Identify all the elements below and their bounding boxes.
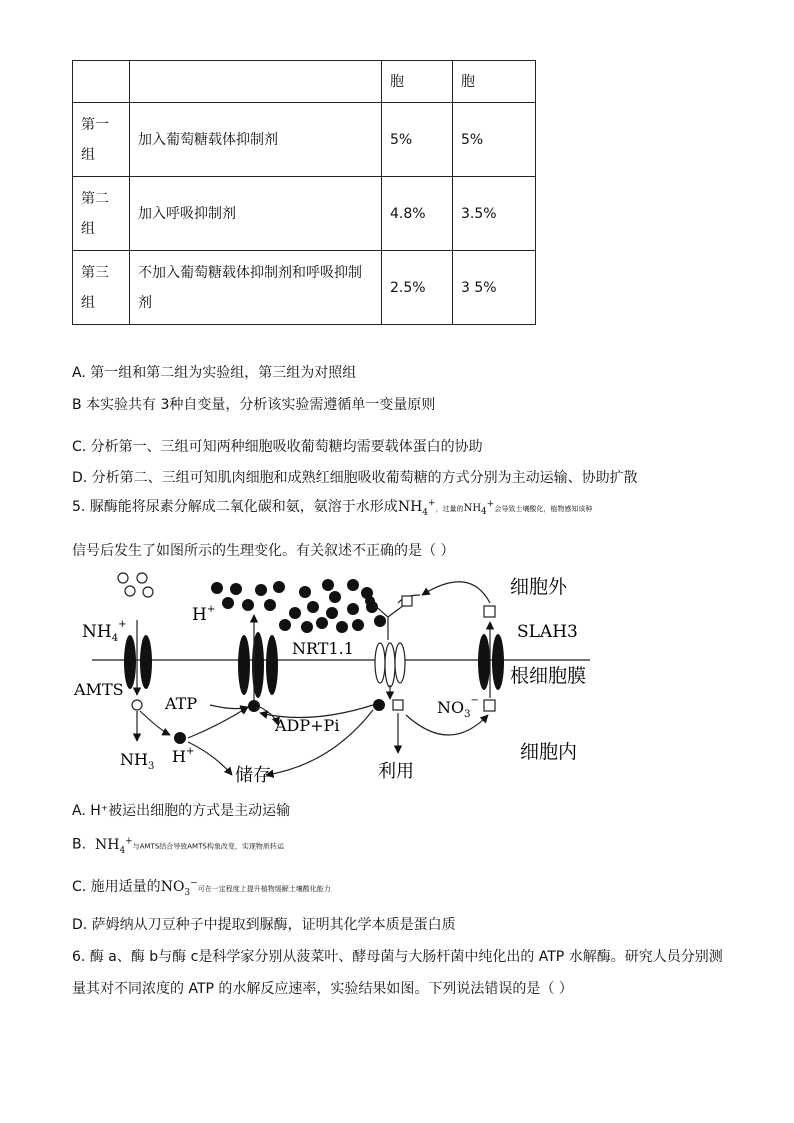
value-cell: 5%	[453, 103, 536, 177]
no3-formula: $NO_3^-$	[160, 878, 198, 898]
table-header-cell	[130, 61, 382, 103]
nh3-label: $NH_3$	[120, 750, 155, 772]
membrane-label: 根细胞膜	[510, 665, 587, 687]
nh4-formula: $NH_4^+$	[397, 498, 436, 518]
no3-inside-square	[393, 700, 403, 710]
h-ion-pump	[248, 700, 260, 712]
slah3-label: SLAH3	[517, 622, 578, 642]
treatment-cell: 加入呼吸抑制剂	[130, 177, 382, 251]
treatment-cell: 加入葡萄糖载体抑制剂	[130, 103, 382, 177]
table-header-cell: 胞	[453, 61, 536, 103]
no3-out-slah3	[484, 606, 495, 617]
h-label-inside: H+	[172, 746, 195, 766]
atp-label: ATP	[165, 694, 198, 713]
value-cell: 4.8%	[382, 177, 453, 251]
nh4-formula: $NH_4^+$	[463, 499, 495, 517]
root-cell-ion-transport-diagram	[70, 565, 610, 787]
q5-option-b-text: 与AMTS结合导致AMTS构象改变，实现物质转运	[132, 842, 284, 851]
inside-label: 细胞内	[520, 741, 578, 763]
table-header-cell	[73, 61, 130, 103]
nrt-transporter	[375, 643, 405, 687]
h-ion-inside	[174, 732, 186, 744]
outside-label: 细胞外	[510, 576, 568, 598]
h-ions-outside	[211, 579, 386, 633]
amts-transporter	[124, 635, 152, 689]
value-cell: 3.5%	[453, 177, 536, 251]
storage-label: 储存	[235, 765, 271, 786]
q5-option-c: C. 施用适量的$NO_3^-$可在一定程度上提升植物缓解土壤酸化能力	[72, 878, 331, 898]
q5-stem-line1	[72, 496, 592, 518]
table-row	[73, 177, 536, 251]
nh4-ions-outside	[118, 573, 153, 597]
value-cell: 3 5%	[453, 251, 536, 325]
slah3-channel	[478, 634, 504, 690]
q5-option-d: D. 萨姆纳从刀豆种子中提取到脲酶，证明其化学本质是蛋白质	[72, 917, 456, 933]
nh4-label: $NH_4^+$	[82, 619, 127, 644]
q5-option-b: B. $NH_4^+$与AMTS结合导致AMTS构象改变，实现物质转运	[72, 836, 284, 856]
q4-option-b: B 本实验共有 3种自变量，分析该实验需遵循单一变量原则	[72, 397, 436, 413]
q5-option-c-text: 可在一定程度上提升植物缓解土壤酸化能力	[197, 885, 331, 893]
h-ion-nrt	[373, 699, 385, 711]
amts-label: AMTS	[74, 680, 124, 699]
q5-stem-line2: 信号后发生了如图所示的生理变化。有关叙述不正确的是（ ）	[72, 543, 455, 559]
table-row	[73, 103, 536, 177]
table-header-cell: 胞	[382, 61, 453, 103]
group-cell: 第三组	[73, 251, 130, 325]
q4-option-a: A. 第一组和第二组为实验组，第三组为对照组	[72, 365, 357, 381]
nrt-label: NRT1.1	[292, 639, 354, 658]
no3-in-slah3	[484, 700, 495, 711]
value-cell: 5%	[382, 103, 453, 177]
nh4-formula: $NH_4^+$	[94, 836, 133, 856]
q4-option-c: C. 分析第一、三组可知两种细胞吸收葡萄糖均需要载体蛋白的协助	[72, 439, 483, 455]
q5-stem-text: 5. 脲酶能将尿素分解成二氧化碳和氨，氨溶于水形成	[72, 499, 398, 515]
q5-stem-small: ，过量的	[435, 505, 464, 513]
h-label-outside: H+	[192, 604, 216, 625]
group-cell: 第二组	[73, 177, 130, 251]
q5-option-a: A. H⁺被运出细胞的方式是主动运输	[72, 803, 291, 819]
group-cell: 第一组	[73, 103, 130, 177]
nh4-inside-ion	[132, 700, 142, 710]
value-cell: 2.5%	[382, 251, 453, 325]
proton-pump	[238, 632, 278, 698]
no3-label: $NO_3^-$	[437, 695, 479, 720]
adp-label: ADP+Pi	[275, 716, 340, 735]
q5-stem-small2: 会导致土壤酸化，植物感知该种	[494, 505, 593, 513]
no3-outside-square	[402, 596, 412, 606]
q6-stem-line2: 量其对不同浓度的 ATP 的水解反应速率，实验结果如图。下列说法错误的是（ ）	[72, 981, 573, 997]
table-row	[73, 251, 536, 325]
treatment-cell: 不加入葡萄糖载体抑制剂和呼吸抑制剂	[130, 251, 382, 325]
use-label: 利用	[378, 761, 414, 782]
q6-stem-line1: 6. 酶 a、酶 b与酶 c是科学家分别从菠菜叶、酵母菌与大肠杆菌中纯化出的 ATP 水解酶。研究人员分别测	[72, 949, 723, 965]
q4-option-d: D. 分析第二、三组可知肌肉细胞和成熟红细胞吸收葡萄糖的方式分别为主动运输、协助扩散	[72, 470, 638, 486]
experiment-table	[72, 60, 536, 325]
